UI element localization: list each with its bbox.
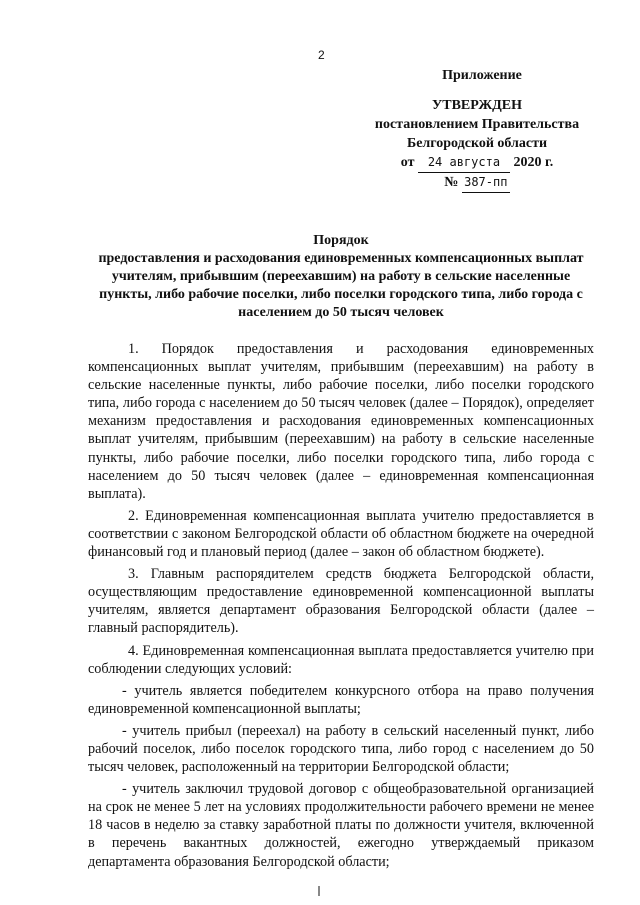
approval-number-line bbox=[362, 173, 592, 193]
approved-label: УТВЕРЖДЕН bbox=[431, 98, 523, 113]
number-prefix: № bbox=[444, 175, 459, 190]
year-value: 2020 г. bbox=[513, 155, 554, 170]
approval-date-line bbox=[362, 153, 592, 173]
document-subtitle: предоставления и расходования единовременных компенсационных выплат учителям, прибывшим (переехавшим) на работу в сельские населенные пункты, либо рабочие поселки, либо поселки городского типа, либо города с населением до 50 тысяч человек bbox=[98, 251, 584, 320]
approved-by-line1: постановлением Правительства bbox=[374, 117, 580, 132]
paragraph-2: 2. Единовременная компенсационная выплата учителю предоставляется в соответствии с законом Белгородской области об областном бюджете на очередной финансовый год и плановый период (далее – закон об областном бюджете). bbox=[88, 507, 594, 561]
document-heading: Порядок bbox=[313, 233, 369, 248]
paragraph-1: 1. Порядок предоставления и расходования единовременных компенсационных выплат учителям, прибывшим (переехавшим) на работу в сельские населенные пункты, либо рабочие поселки, либо поселки городского типа, либо города с населением до 50 тысяч человек (далее – Порядок), определяет механизм предоставления и расходования единовременных компенсационных выплат учителям, прибывшим (переехавшим) на работу в сельские населенные пункты, либо рабочие поселки, либо поселки городского типа, либо города с населением до 50 тысяч человек (далее – единовременная компенсационная выплата). bbox=[88, 341, 594, 502]
document-body bbox=[88, 340, 594, 875]
condition-item: - учитель является победителем конкурсного отбора на право получения единовременной компенсационной выплаты; bbox=[88, 682, 594, 717]
appendix-label: Приложение bbox=[442, 68, 522, 83]
date-value: 24 августа bbox=[418, 153, 510, 173]
condition-item: - учитель заключил трудовой договор с общеобразовательной организацией на срок не менее 5 лет на условиях продолжительности рабочего времени не менее 18 часов в неделю за ставку заработной платы по должности учителя, включенной в перечень вакантных должностей, ежегодно утверждаемый приказом департамента образования Белгородской области; bbox=[88, 781, 594, 870]
paragraph-4: 4. Единовременная компенсационная выплата предоставляется учителю при соблюдении следующих условий: bbox=[88, 642, 594, 677]
page-number: 2 bbox=[318, 48, 325, 62]
condition-item: - учитель прибыл (переехал) на работу в сельский населенный пункт, либо рабочий поселок, либо поселок городского типа, либо город с населением до 50 тысяч человек, расположенный на территории Белгородской области; bbox=[88, 722, 594, 776]
approved-by-line2: Белгородской области bbox=[406, 136, 548, 151]
paragraph-3: 3. Главным распорядителем средств бюджета Белгородской области, осуществляющим предоставление единовременной компенсационной выплаты учителям, является департамент образования Белгородской области (далее – главный распорядитель). bbox=[88, 566, 594, 637]
document-title-block bbox=[88, 232, 594, 322]
page-edge-mark bbox=[318, 886, 320, 896]
number-value: 387-пп bbox=[462, 173, 510, 193]
date-prefix: от bbox=[400, 155, 415, 170]
